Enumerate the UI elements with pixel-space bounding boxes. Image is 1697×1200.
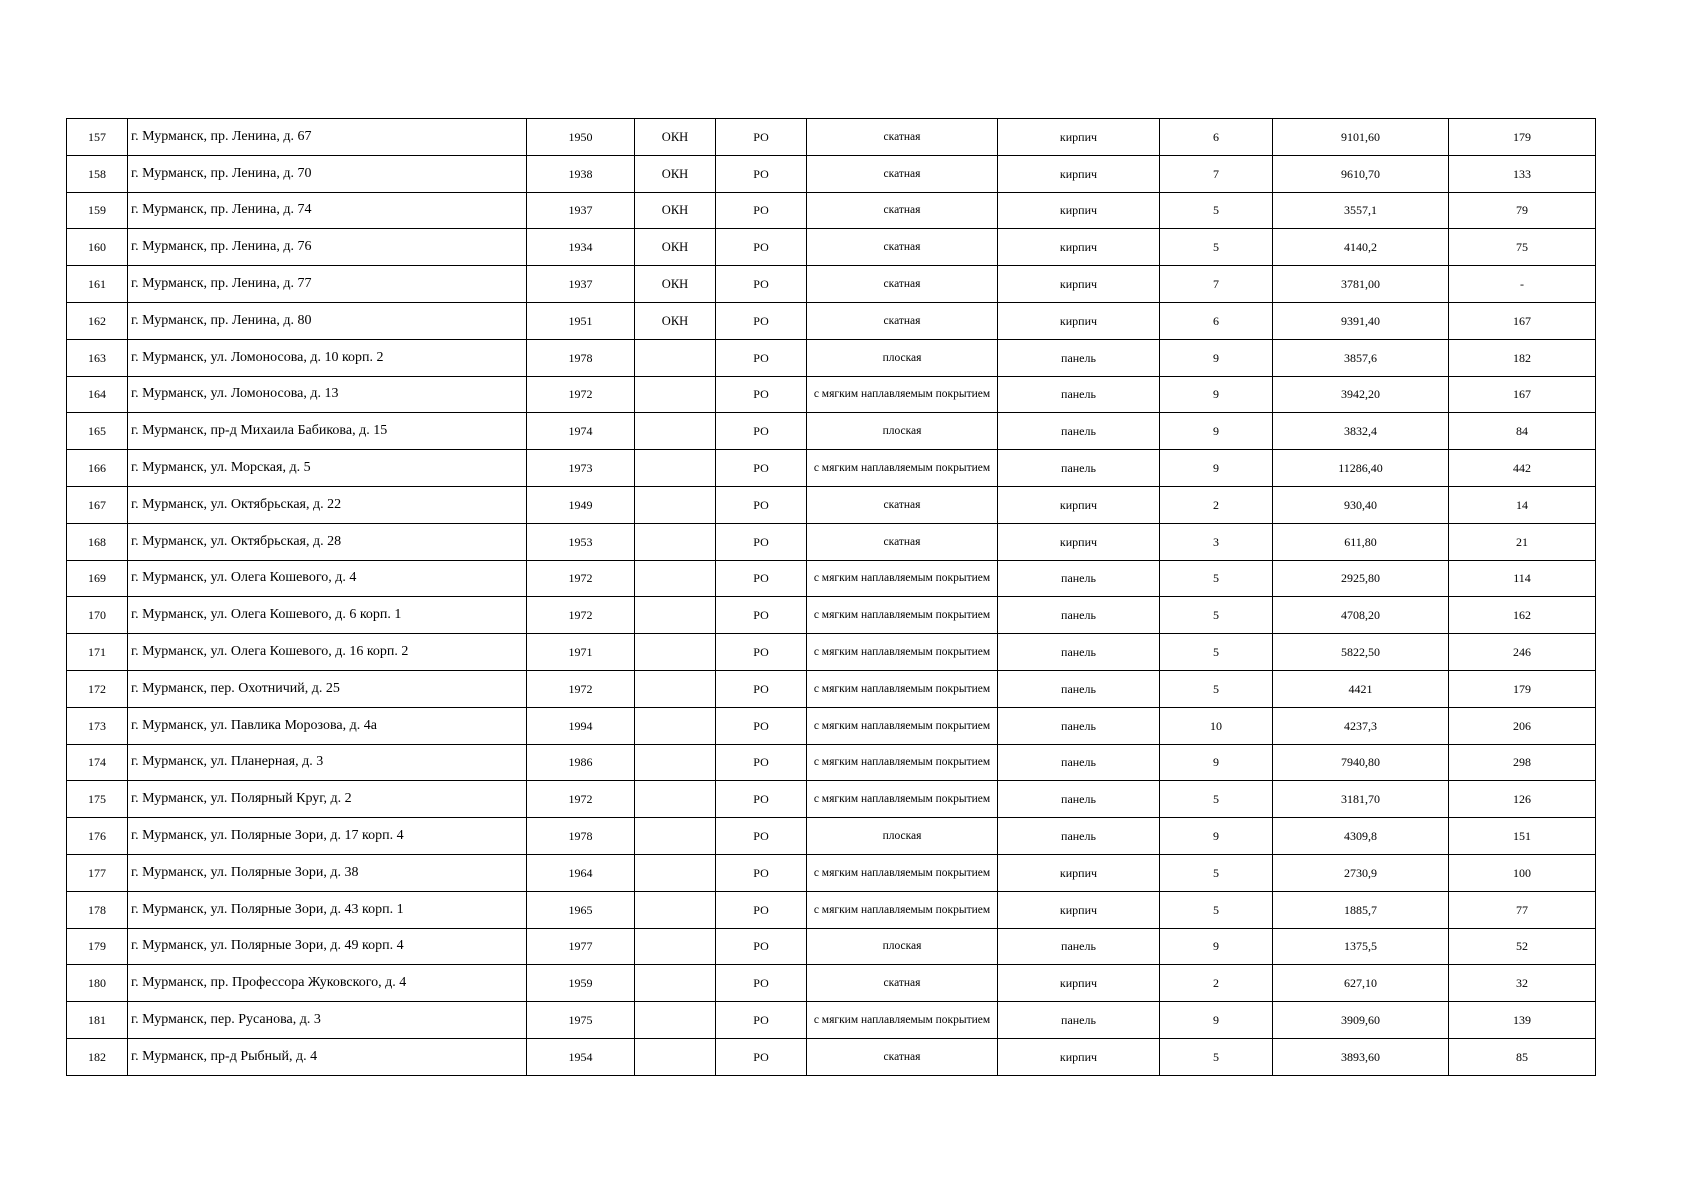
cell-area: 11286,40	[1273, 450, 1449, 487]
cell-row-number: 178	[67, 891, 128, 928]
cell-roof-type: скатная	[807, 523, 998, 560]
cell-program: РО	[716, 155, 807, 192]
cell-program: РО	[716, 928, 807, 965]
cell-roof-type: скатная	[807, 486, 998, 523]
cell-residents: 52	[1449, 928, 1596, 965]
cell-row-number: 159	[67, 192, 128, 229]
cell-row-number: 177	[67, 854, 128, 891]
cell-program: РО	[716, 376, 807, 413]
cell-area: 3857,6	[1273, 339, 1449, 376]
cell-address: г. Мурманск, пр. Ленина, д. 77	[128, 266, 527, 303]
cell-area: 3181,70	[1273, 781, 1449, 818]
cell-year-built: 1973	[527, 450, 635, 487]
cell-program: РО	[716, 302, 807, 339]
cell-heritage-status	[635, 376, 716, 413]
cell-residents: 162	[1449, 597, 1596, 634]
cell-heritage-status	[635, 486, 716, 523]
cell-wall-material: кирпич	[998, 119, 1160, 156]
cell-program: РО	[716, 597, 807, 634]
cell-row-number: 169	[67, 560, 128, 597]
table-row	[67, 891, 1596, 928]
cell-heritage-status: ОКН	[635, 266, 716, 303]
cell-floors: 5	[1160, 634, 1273, 671]
cell-roof-type: скатная	[807, 192, 998, 229]
table-row	[67, 707, 1596, 744]
cell-row-number: 165	[67, 413, 128, 450]
cell-floors: 10	[1160, 707, 1273, 744]
cell-area: 4421	[1273, 670, 1449, 707]
cell-wall-material: панель	[998, 560, 1160, 597]
cell-roof-type: плоская	[807, 413, 998, 450]
cell-floors: 5	[1160, 597, 1273, 634]
cell-residents: 442	[1449, 450, 1596, 487]
cell-residents: 79	[1449, 192, 1596, 229]
cell-program: РО	[716, 229, 807, 266]
cell-floors: 5	[1160, 560, 1273, 597]
cell-address: г. Мурманск, пр. Ленина, д. 76	[128, 229, 527, 266]
cell-area: 2730,9	[1273, 854, 1449, 891]
cell-address: г. Мурманск, ул. Октябрьская, д. 22	[128, 486, 527, 523]
cell-program: РО	[716, 707, 807, 744]
cell-year-built: 1978	[527, 339, 635, 376]
cell-heritage-status	[635, 891, 716, 928]
table-row	[67, 413, 1596, 450]
cell-floors: 5	[1160, 1038, 1273, 1075]
cell-roof-type: скатная	[807, 302, 998, 339]
table-row	[67, 266, 1596, 303]
cell-wall-material: кирпич	[998, 1038, 1160, 1075]
cell-row-number: 161	[67, 266, 128, 303]
cell-roof-type: скатная	[807, 1038, 998, 1075]
cell-residents: 77	[1449, 891, 1596, 928]
cell-program: РО	[716, 891, 807, 928]
cell-area: 7940,80	[1273, 744, 1449, 781]
cell-wall-material: кирпич	[998, 266, 1160, 303]
cell-wall-material: панель	[998, 339, 1160, 376]
cell-residents: 84	[1449, 413, 1596, 450]
cell-residents: 100	[1449, 854, 1596, 891]
cell-area: 5822,50	[1273, 634, 1449, 671]
cell-residents: 75	[1449, 229, 1596, 266]
cell-floors: 6	[1160, 302, 1273, 339]
cell-address: г. Мурманск, пер. Охотничий, д. 25	[128, 670, 527, 707]
cell-residents: 151	[1449, 818, 1596, 855]
cell-year-built: 1937	[527, 192, 635, 229]
cell-address: г. Мурманск, ул. Олега Кошевого, д. 6 корп. 1	[128, 597, 527, 634]
cell-residents: 179	[1449, 670, 1596, 707]
cell-program: РО	[716, 339, 807, 376]
cell-area: 4140,2	[1273, 229, 1449, 266]
table-row	[67, 781, 1596, 818]
cell-area: 3942,20	[1273, 376, 1449, 413]
table-row	[67, 376, 1596, 413]
cell-residents: 167	[1449, 376, 1596, 413]
cell-area: 627,10	[1273, 965, 1449, 1002]
cell-address: г. Мурманск, ул. Олега Кошевого, д. 4	[128, 560, 527, 597]
cell-address: г. Мурманск, ул. Ломоносова, д. 13	[128, 376, 527, 413]
cell-floors: 9	[1160, 928, 1273, 965]
cell-row-number: 160	[67, 229, 128, 266]
cell-floors: 5	[1160, 854, 1273, 891]
cell-residents: 85	[1449, 1038, 1596, 1075]
cell-area: 3893,60	[1273, 1038, 1449, 1075]
cell-row-number: 174	[67, 744, 128, 781]
cell-wall-material: панель	[998, 1002, 1160, 1039]
cell-area: 2925,80	[1273, 560, 1449, 597]
cell-roof-type: с мягким наплавляемым покрытием	[807, 450, 998, 487]
cell-row-number: 168	[67, 523, 128, 560]
cell-heritage-status	[635, 854, 716, 891]
cell-roof-type: скатная	[807, 119, 998, 156]
cell-address: г. Мурманск, ул. Полярный Круг, д. 2	[128, 781, 527, 818]
table-row	[67, 634, 1596, 671]
table-row	[67, 119, 1596, 156]
cell-heritage-status	[635, 634, 716, 671]
cell-year-built: 1965	[527, 891, 635, 928]
table-row	[67, 928, 1596, 965]
cell-floors: 9	[1160, 818, 1273, 855]
cell-program: РО	[716, 965, 807, 1002]
cell-wall-material: панель	[998, 744, 1160, 781]
cell-roof-type: плоская	[807, 339, 998, 376]
cell-year-built: 1949	[527, 486, 635, 523]
cell-year-built: 1972	[527, 597, 635, 634]
cell-floors: 5	[1160, 891, 1273, 928]
table-row	[67, 670, 1596, 707]
cell-floors: 9	[1160, 450, 1273, 487]
cell-roof-type: скатная	[807, 965, 998, 1002]
cell-floors: 2	[1160, 965, 1273, 1002]
cell-wall-material: панель	[998, 707, 1160, 744]
cell-row-number: 164	[67, 376, 128, 413]
cell-year-built: 1951	[527, 302, 635, 339]
table-row	[67, 597, 1596, 634]
cell-heritage-status	[635, 670, 716, 707]
cell-wall-material: кирпич	[998, 891, 1160, 928]
cell-wall-material: панель	[998, 781, 1160, 818]
table-row	[67, 1038, 1596, 1075]
cell-heritage-status	[635, 1038, 716, 1075]
cell-floors: 3	[1160, 523, 1273, 560]
cell-heritage-status	[635, 744, 716, 781]
cell-row-number: 167	[67, 486, 128, 523]
cell-floors: 7	[1160, 266, 1273, 303]
cell-roof-type: с мягким наплавляемым покрытием	[807, 744, 998, 781]
cell-roof-type: с мягким наплавляемым покрытием	[807, 376, 998, 413]
cell-roof-type: скатная	[807, 229, 998, 266]
cell-area: 3832,4	[1273, 413, 1449, 450]
cell-year-built: 1978	[527, 818, 635, 855]
cell-floors: 9	[1160, 413, 1273, 450]
cell-area: 4237,3	[1273, 707, 1449, 744]
cell-roof-type: с мягким наплавляемым покрытием	[807, 560, 998, 597]
cell-row-number: 175	[67, 781, 128, 818]
cell-year-built: 1953	[527, 523, 635, 560]
cell-wall-material: кирпич	[998, 155, 1160, 192]
cell-wall-material: панель	[998, 597, 1160, 634]
table-row	[67, 339, 1596, 376]
cell-year-built: 1994	[527, 707, 635, 744]
cell-year-built: 1937	[527, 266, 635, 303]
cell-heritage-status: ОКН	[635, 119, 716, 156]
cell-address: г. Мурманск, ул. Полярные Зори, д. 43 корп. 1	[128, 891, 527, 928]
cell-wall-material: кирпич	[998, 486, 1160, 523]
cell-year-built: 1972	[527, 560, 635, 597]
cell-roof-type: с мягким наплавляемым покрытием	[807, 634, 998, 671]
cell-address: г. Мурманск, пер. Русанова, д. 3	[128, 1002, 527, 1039]
cell-area: 611,80	[1273, 523, 1449, 560]
cell-address: г. Мурманск, ул. Полярные Зори, д. 49 корп. 4	[128, 928, 527, 965]
cell-address: г. Мурманск, ул. Полярные Зори, д. 38	[128, 854, 527, 891]
cell-residents: 14	[1449, 486, 1596, 523]
cell-roof-type: скатная	[807, 266, 998, 303]
cell-row-number: 170	[67, 597, 128, 634]
table-row	[67, 523, 1596, 560]
cell-program: РО	[716, 744, 807, 781]
cell-wall-material: кирпич	[998, 302, 1160, 339]
cell-address: г. Мурманск, пр. Ленина, д. 74	[128, 192, 527, 229]
housing-register-table	[66, 118, 1596, 1076]
cell-wall-material: панель	[998, 634, 1160, 671]
cell-residents: 298	[1449, 744, 1596, 781]
cell-wall-material: панель	[998, 928, 1160, 965]
cell-wall-material: панель	[998, 413, 1160, 450]
cell-year-built: 1971	[527, 634, 635, 671]
cell-year-built: 1972	[527, 781, 635, 818]
cell-floors: 5	[1160, 670, 1273, 707]
cell-residents: 139	[1449, 1002, 1596, 1039]
cell-area: 3781,00	[1273, 266, 1449, 303]
cell-heritage-status: ОКН	[635, 155, 716, 192]
cell-program: РО	[716, 854, 807, 891]
table-row	[67, 486, 1596, 523]
cell-floors: 9	[1160, 1002, 1273, 1039]
cell-heritage-status	[635, 965, 716, 1002]
cell-area: 9101,60	[1273, 119, 1449, 156]
cell-address: г. Мурманск, пр. Профессора Жуковского, д. 4	[128, 965, 527, 1002]
cell-address: г. Мурманск, пр-д Рыбный, д. 4	[128, 1038, 527, 1075]
cell-row-number: 157	[67, 119, 128, 156]
cell-address: г. Мурманск, ул. Полярные Зори, д. 17 корп. 4	[128, 818, 527, 855]
cell-row-number: 179	[67, 928, 128, 965]
table-row	[67, 192, 1596, 229]
cell-area: 4708,20	[1273, 597, 1449, 634]
cell-heritage-status	[635, 781, 716, 818]
cell-year-built: 1972	[527, 670, 635, 707]
cell-program: РО	[716, 1002, 807, 1039]
cell-heritage-status: ОКН	[635, 302, 716, 339]
cell-wall-material: кирпич	[998, 523, 1160, 560]
cell-address: г. Мурманск, пр. Ленина, д. 67	[128, 119, 527, 156]
cell-area: 1885,7	[1273, 891, 1449, 928]
cell-area: 3909,60	[1273, 1002, 1449, 1039]
cell-heritage-status	[635, 339, 716, 376]
cell-residents: -	[1449, 266, 1596, 303]
cell-program: РО	[716, 634, 807, 671]
cell-row-number: 166	[67, 450, 128, 487]
cell-area: 4309,8	[1273, 818, 1449, 855]
cell-roof-type: плоская	[807, 928, 998, 965]
cell-row-number: 176	[67, 818, 128, 855]
cell-floors: 5	[1160, 192, 1273, 229]
cell-wall-material: панель	[998, 450, 1160, 487]
cell-roof-type: скатная	[807, 155, 998, 192]
cell-year-built: 1974	[527, 413, 635, 450]
cell-year-built: 1959	[527, 965, 635, 1002]
cell-row-number: 163	[67, 339, 128, 376]
cell-program: РО	[716, 560, 807, 597]
table-row	[67, 560, 1596, 597]
cell-year-built: 1975	[527, 1002, 635, 1039]
cell-address: г. Мурманск, ул. Павлика Морозова, д. 4а	[128, 707, 527, 744]
table-row	[67, 229, 1596, 266]
cell-heritage-status	[635, 707, 716, 744]
cell-address: г. Мурманск, ул. Октябрьская, д. 28	[128, 523, 527, 560]
cell-address: г. Мурманск, пр. Ленина, д. 80	[128, 302, 527, 339]
cell-area: 930,40	[1273, 486, 1449, 523]
cell-program: РО	[716, 192, 807, 229]
cell-row-number: 182	[67, 1038, 128, 1075]
cell-wall-material: кирпич	[998, 965, 1160, 1002]
cell-floors: 9	[1160, 339, 1273, 376]
cell-row-number: 180	[67, 965, 128, 1002]
cell-roof-type: с мягким наплавляемым покрытием	[807, 891, 998, 928]
cell-wall-material: панель	[998, 670, 1160, 707]
cell-residents: 206	[1449, 707, 1596, 744]
cell-residents: 114	[1449, 560, 1596, 597]
cell-row-number: 162	[67, 302, 128, 339]
cell-year-built: 1938	[527, 155, 635, 192]
table-row	[67, 302, 1596, 339]
cell-row-number: 158	[67, 155, 128, 192]
cell-wall-material: панель	[998, 818, 1160, 855]
cell-area: 1375,5	[1273, 928, 1449, 965]
table-row	[67, 450, 1596, 487]
cell-address: г. Мурманск, ул. Олега Кошевого, д. 16 корп. 2	[128, 634, 527, 671]
table-row	[67, 965, 1596, 1002]
cell-program: РО	[716, 523, 807, 560]
cell-year-built: 1954	[527, 1038, 635, 1075]
cell-year-built: 1986	[527, 744, 635, 781]
cell-address: г. Мурманск, ул. Морская, д. 5	[128, 450, 527, 487]
cell-roof-type: с мягким наплавляемым покрытием	[807, 781, 998, 818]
cell-roof-type: с мягким наплавляемым покрытием	[807, 854, 998, 891]
cell-heritage-status	[635, 413, 716, 450]
cell-heritage-status	[635, 818, 716, 855]
cell-program: РО	[716, 119, 807, 156]
table-row	[67, 818, 1596, 855]
cell-address: г. Мурманск, пр. Ленина, д. 70	[128, 155, 527, 192]
cell-area: 3557,1	[1273, 192, 1449, 229]
cell-year-built: 1950	[527, 119, 635, 156]
cell-roof-type: плоская	[807, 818, 998, 855]
table-row	[67, 155, 1596, 192]
cell-heritage-status	[635, 450, 716, 487]
cell-heritage-status	[635, 523, 716, 560]
cell-program: РО	[716, 266, 807, 303]
table-row	[67, 854, 1596, 891]
cell-residents: 133	[1449, 155, 1596, 192]
cell-residents: 179	[1449, 119, 1596, 156]
cell-floors: 9	[1160, 376, 1273, 413]
cell-program: РО	[716, 781, 807, 818]
cell-roof-type: с мягким наплавляемым покрытием	[807, 1002, 998, 1039]
cell-program: РО	[716, 413, 807, 450]
cell-address: г. Мурманск, пр-д Михаила Бабикова, д. 15	[128, 413, 527, 450]
table-body	[67, 119, 1596, 1076]
table-row	[67, 744, 1596, 781]
cell-address: г. Мурманск, ул. Планерная, д. 3	[128, 744, 527, 781]
cell-area: 9391,40	[1273, 302, 1449, 339]
cell-residents: 21	[1449, 523, 1596, 560]
cell-row-number: 172	[67, 670, 128, 707]
cell-floors: 5	[1160, 229, 1273, 266]
cell-row-number: 173	[67, 707, 128, 744]
table-row	[67, 1002, 1596, 1039]
cell-address: г. Мурманск, ул. Ломоносова, д. 10 корп. 2	[128, 339, 527, 376]
cell-heritage-status	[635, 928, 716, 965]
cell-residents: 246	[1449, 634, 1596, 671]
cell-residents: 126	[1449, 781, 1596, 818]
cell-residents: 167	[1449, 302, 1596, 339]
cell-program: РО	[716, 670, 807, 707]
cell-floors: 9	[1160, 744, 1273, 781]
cell-program: РО	[716, 818, 807, 855]
cell-floors: 2	[1160, 486, 1273, 523]
cell-year-built: 1972	[527, 376, 635, 413]
cell-wall-material: кирпич	[998, 192, 1160, 229]
cell-heritage-status: ОКН	[635, 192, 716, 229]
cell-year-built: 1934	[527, 229, 635, 266]
cell-floors: 7	[1160, 155, 1273, 192]
cell-residents: 32	[1449, 965, 1596, 1002]
cell-roof-type: с мягким наплавляемым покрытием	[807, 707, 998, 744]
cell-floors: 5	[1160, 781, 1273, 818]
cell-program: РО	[716, 1038, 807, 1075]
cell-heritage-status: ОКН	[635, 229, 716, 266]
cell-floors: 6	[1160, 119, 1273, 156]
cell-heritage-status	[635, 597, 716, 634]
cell-row-number: 181	[67, 1002, 128, 1039]
cell-program: РО	[716, 450, 807, 487]
cell-wall-material: кирпич	[998, 854, 1160, 891]
cell-residents: 182	[1449, 339, 1596, 376]
cell-roof-type: с мягким наплавляемым покрытием	[807, 597, 998, 634]
cell-roof-type: с мягким наплавляемым покрытием	[807, 670, 998, 707]
cell-program: РО	[716, 486, 807, 523]
cell-row-number: 171	[67, 634, 128, 671]
cell-heritage-status	[635, 560, 716, 597]
cell-heritage-status	[635, 1002, 716, 1039]
cell-year-built: 1977	[527, 928, 635, 965]
cell-wall-material: кирпич	[998, 229, 1160, 266]
cell-year-built: 1964	[527, 854, 635, 891]
cell-area: 9610,70	[1273, 155, 1449, 192]
cell-wall-material: панель	[998, 376, 1160, 413]
